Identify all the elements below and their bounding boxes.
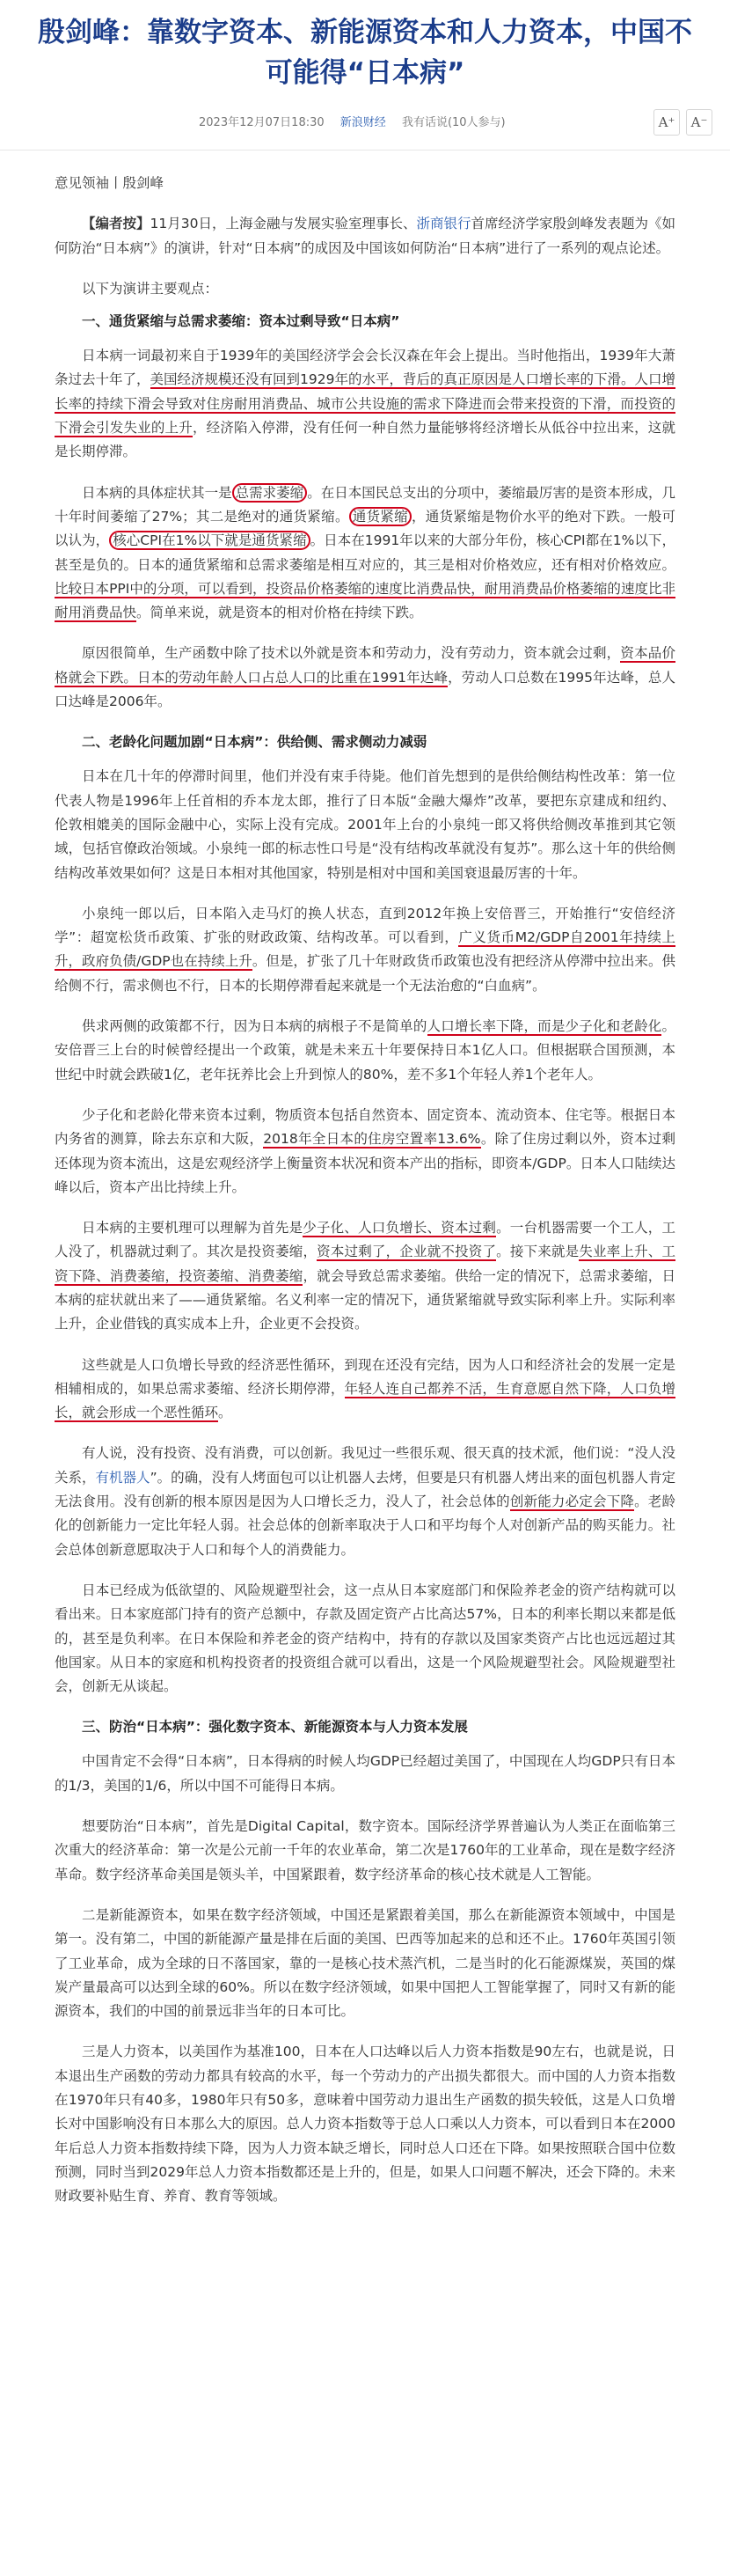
text-run: 。在日本国民总支出的分项中，萎缩最厉害的是资本形成，几十年时间萎缩了27%；其二是绝对的通货紧缩。 [55,484,675,525]
text-run: 小泉纯一郎以后，日本陷入走马灯的换人状态，直到2012年换上安倍晋三，开始推行“安倍经济学”：超宽松货币政策、扩张的财政政策、结构改革。可以看到， [55,905,675,946]
editor-note-text-1: 11月30日，上海金融与发展实验室理事长、 [150,216,417,232]
text-run: 。日本在1991年以来的大部分年份，核心CPI都在1%以下，甚至是负的。日本的通货紧缩和总需求萎缩是相互对应的，其三是相对价格效应，还有相对价格效应。 [55,532,675,573]
text-run: 。除了住房过剩以外，资本过剩还体现为资本流出，这是宏观经济学上衡量资本状况和资本产出的指标，即资本/GDP。日本人口陆续达峰以后，资本产出比持续上升。 [55,1131,675,1195]
text-run: ，就会导致总需求萎缩。供给一定的情况下，总需求萎缩，日本病的症状就出来了——通货紧缩。名义利率一定的情况下，通货紧缩就导致实际利率上升。实际利率上升，企业借钱的真实成本上升，企业更不会投资。 [55,1267,675,1332]
section-2-paragraph-3 [55,1015,675,1087]
underlined-text: 资本品价格就会下跌。日本的劳动年龄人口占总人口的比重在1991年达峰 [55,645,675,686]
section-2-paragraph-1: 日本在几十年的停滞时间里，他们并没有束手待毙。他们首先想到的是供给侧结构性改革：第一位代表人物是1996年上任首相的乔本龙太郎，推行了日本版“金融大爆炸”改革，要把东京建成和纽约、伦敦相媲美的国际金融中心，实际上没有完成。2001年上台的小泉纯一郎又将供给侧改革推到其它领域，包括官僚政治领域。小泉纯一郎的标志性口号是“没有结构改革就没有复苏”。那么这十年的供给侧结构改革效果如何？这是日本相对其他国家，特别是相对中国和美国衰退最厉害的十年。 [55,768,675,881]
text-run: 供求两侧的政策都不行，因为日本病的病根子不是简单的 [82,1018,427,1035]
circled-text: 通货紧缩 [349,507,412,526]
text-run: 日本病一词最初来自于1939年的美国经济学会会长汉森在年会上提出。当时他指出，1939年大萧条过去十年了， [55,348,675,388]
text-run: 少子化和老龄化带来资本过剩，物质资本包括自然资本、固定资本、流动资本、住宅等。根据日本内务省的测算，除去东京和大阪， [55,1106,675,1148]
underlined-text: 美国经济规模还没有回到1929年的水平，背后的真正原因是人口增长率的下滑。人口增长率的持续下滑会导致对住房耐用消费品、城市公共设施的需求下降进而会带来投资的下滑，而投资的下滑会引发失业的上升 [55,371,675,437]
text-run: 这些就是人口负增长导致的经济恶性循环，到现在还没有完结，因为人口和经济社会的发展一定是相辅相成的，如果总需求萎缩、经济长期停滞， [55,1356,675,1397]
section-2-paragraph-6 [55,1354,675,1426]
section-2-paragraph-7 [55,1442,675,1561]
section-3-paragraph-2: 想要防治“日本病”，首先是Digital Capital，数字资本。国际经济学界普遍认为人类正在面临第三次重大的经济革命：第一次是公元前一千年的农业革命，第二次是1760年的工业革命，现在是数字经济革命。数字经济革命美国是领头羊，中国紧跟着，数字经济革命的核心技术就是人工智能。 [55,1818,675,1882]
text-run: 。但是，扩张了几十年财政货币政策也没有把经济从停滞中拉出来。供给侧不行，需求侧也不行，日本的长期停滞看起来就是一个无法治愈的“白血病”。 [55,953,675,994]
section-3-paragraph-1: 中国肯定不会得“日本病”，日本得病的时候人均GDP已经超过美国了，中国现在人均GDP只有日本的1/3，美国的1/6，所以中国不可能得日本病。 [55,1753,675,1794]
section-1-paragraph-1 [55,344,675,464]
section-3-paragraph-3: 二是新能源资本，如果在数字经济领域，中国还是紧跟着美国，那么在新能源资本领域中，中国是第一。没有第二，中国的新能源产量是排在后面的美国、巴西等加起来的总和还不止。1760年英国引领了工业革命，成为全球的日不落国家，靠的一是核心技术蒸汽机，二是当时的化石能源煤炭，英国的煤炭产量最高可以达到全球的60%。所以在数字经济领域，如果中国把人工智能掌握了，同时又有新的能源资本，我们的中国的前景远非当年的日本可比。 [55,1906,675,2020]
section-3-paragraph-4: 三是人力资本，以美国作为基准100，日本在人口达峰以后人力资本指数是90左右，也就是说，日本退出生产函数的劳动力都具有较高的水平，每一个劳动力的产出损失都很大。而中国的人力资本指数在1970年只有40多，1980年只有50多，意味着中国劳动力退出生产函数的损失较低，这是人口负增长对中国影响没有日本那么大的原因。总人力资本指数等于总人口乘以人力资本，可以看到日本在2000年后总人力资本指数持续下降，因为人力资本缺乏增长，同时总人口还在下降。如果按照联合国中位数预测，同时当到2029年总人力资本指数都还是上升的，但是，如果人口问题不解决，还会下降的。未来财政要补贴生育、养育、教育等领域。 [55,2044,675,2205]
article-body [0,150,730,2208]
underlined-text: 少子化、人口负增长、资本过剩 [303,1220,497,1237]
section-2-heading: 二、老龄化问题加剧“日本病”：供给侧、需求侧动力减弱 [82,734,427,751]
font-decrease-button[interactable]: A⁻ [686,109,712,136]
font-increase-button[interactable]: A⁺ [653,109,680,136]
text-run: 。简单来说，就是资本的相对价格在持续下跌。 [136,605,423,621]
article-meta-bar [0,100,730,150]
source-link[interactable]: 新浪财经 [339,116,386,129]
robot-link[interactable]: 有机器人 [95,1469,150,1486]
text-run: 。安倍晋三上台的时候曾经提出一个政策，就是未来五十年要保持日本1亿人口。但根据联合国预测，本世纪中时就会跌破1亿，老年抚养比会上升到惊人的80%，差不多1个年轻人养1个老年人。 [55,1018,675,1083]
underlined-text: 比较日本PPI中的分项，可以看到，投资品价格萎缩的速度比消费品快，耐用消费品价格萎缩的速度比非耐用消费品快 [55,580,675,621]
text-run: 原因很简单，生产函数中除了技术以外就是资本和劳动力，没有劳动力，资本就会过剩， [82,645,621,662]
underlined-text: 资本过剩了，企业就不投资了 [317,1244,497,1260]
text-run: 。 [218,1405,232,1421]
text-run: ”。的确，没有人烤面包可以让机器人去烤，但要是只有机器人烤出来的面包机器人肯定无法食用。没有创新的根本原因是因为人口增长乏力，没人了，社会总体的 [55,1469,675,1510]
text-run: ，通货紧缩是物价水平的绝对下跌。一般可以认为， [55,508,675,549]
underlined-text: 人口增长率下降，而是少子化和老龄化 [427,1018,662,1035]
section-2-paragraph-8: 日本已经成为低欲望的、风险规避型社会，这一点从日本家庭部门和保险养老金的资产结构就可以看出来。日本家庭部门持有的资产总额中，存款及固定资产占比高达57%，日本的利率长期以来都是低的，甚至是负利率。在日本保险和养老金的资产结构中，持有的存款以及国家类资产占比也远远超过其他国家。从日本的家庭和机构投资者的投资组合就可以看出，这是一个风险规避型社会。风险规避型社会，创新无从谈起。 [55,1582,675,1695]
article-meta [199,113,518,129]
underlined-text: 创新能力必定会下降 [509,1493,635,1510]
section-2-paragraph-5 [55,1216,675,1336]
editor-note-label: 【编者按】 [82,216,150,232]
circled-text: 总需求萎缩 [232,483,308,503]
text-run: ，劳动人口总数在1995年达峰，总人口达峰是2006年。 [55,669,675,710]
section-2-paragraph-4 [55,1104,675,1200]
editor-note-text-2: 首席经济学家殷剑峰发表题为《如何防治“日本病”》的演讲，针对“日本病”的成因及中国该如何防治“日本病”进行了一系列的观点论述。 [55,216,675,256]
article-title: 殷剑峰：靠数字资本、新能源资本和人力资本，中国不可能得“日本病” [38,17,692,89]
publish-datetime: 2023年12月07日18:30 [199,116,325,129]
section-1-paragraph-3 [55,642,675,714]
lead-text: 以下为演讲主要观点： [82,280,219,297]
section-1-paragraph-2 [55,481,675,626]
underlined-text: 广义货币M2/GDP自2001年持续上升，政府负债/GDP也在持续上升 [55,929,675,970]
underlined-text: 失业率上升、工资下降、消费萎缩，投资萎缩、消费萎缩 [55,1244,675,1284]
text-run: 。一台机器需要一个工人，工人没了，机器就过剩了。其次是投资萎缩， [55,1220,675,1260]
underlined-text: 年轻人连自己都养不活，生育意愿自然下降，人口负增长，就会形成一个恶性循环 [55,1380,675,1421]
text-run: 。老龄化的创新能力一定比年轻人弱。社会总体的创新率取决于人口和平均每个人对创新产品的购买能力。社会总体创新意愿取决于人口和每个人的消费能力。 [55,1493,675,1558]
text-run: ，经济陷入停滞，没有任何一种自然力量能够将经济增长从低谷中拉出来，这就是长期停滞。 [55,420,675,460]
comments-link[interactable]: 我有话说(10人参与) [401,116,506,129]
underlined-text: 2018年全日本的住房空置率13.6% [263,1131,481,1148]
section-1-heading: 一、通货紧缩与总需求萎缩：资本过剩导致“日本病” [82,313,400,330]
section-2-paragraph-2 [55,902,675,998]
text-run: 日本病的主要机理可以理解为首先是 [82,1220,303,1237]
text-run: 日本病的具体症状其一是 [82,484,232,501]
section-3-heading: 三、防治“日本病”：强化数字资本、新能源资本与人力资本发展 [82,1719,468,1736]
text-run: 。接下来就是 [496,1244,580,1260]
text-run: 有人说，没有投资、没有消费，可以创新。我见过一些很乐观、很天真的技术派，他们说：“没人没关系， [55,1445,675,1486]
byline: 意见领袖丨殷剑峰 [55,175,164,191]
editor-note [55,212,675,261]
circled-text: 核心CPI在1%以下就是通货紧缩 [109,531,310,550]
zheshang-bank-link[interactable]: 浙商银行 [416,216,471,232]
